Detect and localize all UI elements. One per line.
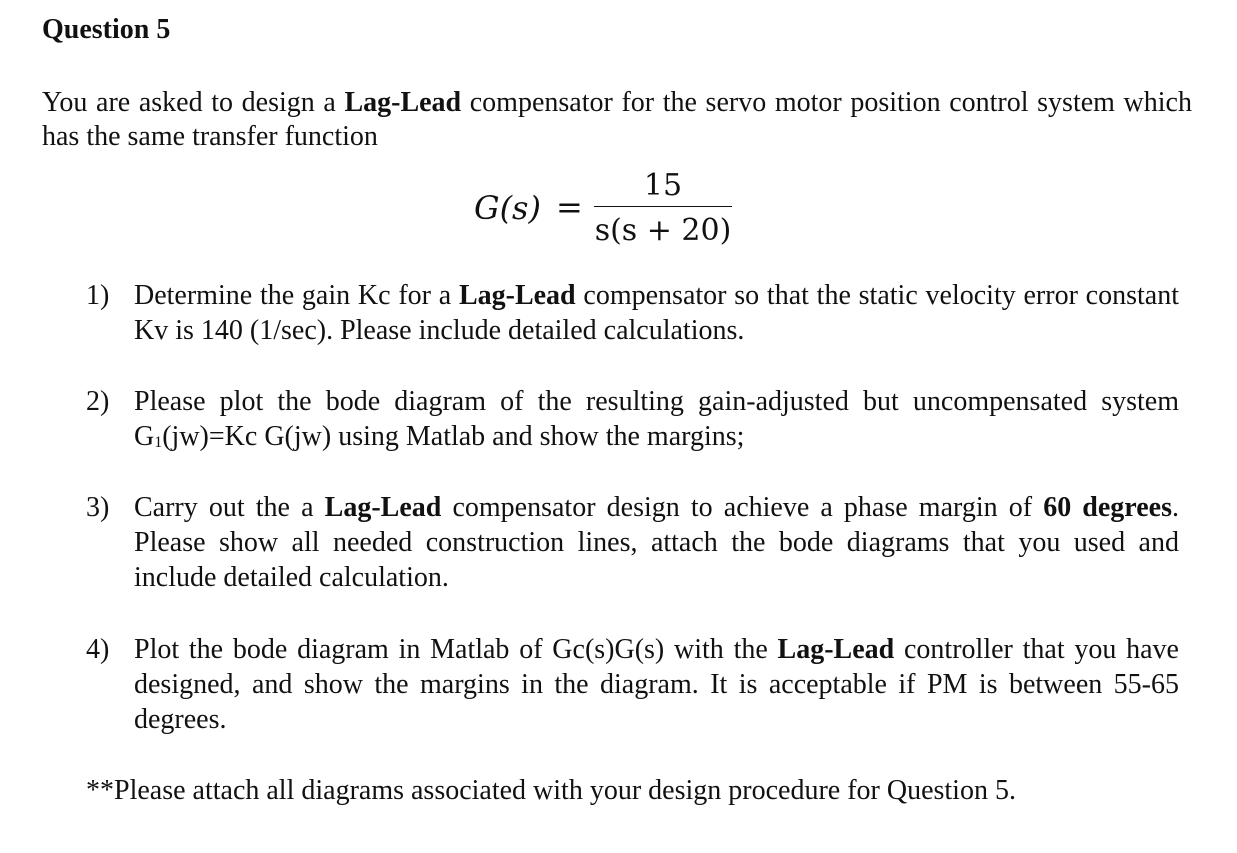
bold-text: 60 degrees bbox=[1043, 492, 1172, 523]
equation-equals-sign: = bbox=[556, 188, 583, 226]
text-segment: compensator so that the static velocity error constant Kv is 140 (1/sec). Please include detailed calculations. bbox=[134, 280, 1179, 346]
question-heading: Question 5 bbox=[42, 14, 171, 45]
bold-text: Lag-Lead bbox=[777, 634, 895, 665]
question-number: 1) bbox=[86, 280, 110, 311]
fraction-bar bbox=[594, 206, 732, 207]
text-segment: controller that you have designed, and show the margins in the diagram. It is acceptable if PM is between 55-65 degrees. bbox=[134, 634, 1179, 735]
transfer-function-equation bbox=[474, 168, 744, 258]
equation-numerator: 15 bbox=[643, 168, 683, 203]
equation-fraction bbox=[594, 168, 732, 248]
text-segment: Plot the bode diagram in Matlab of Gc(s)G(s) with the bbox=[134, 634, 778, 665]
question-text bbox=[134, 632, 1179, 737]
equation-denominator: s(s + 20) bbox=[594, 213, 732, 248]
question-text bbox=[134, 384, 1179, 460]
intro-text-pre: You are asked to design a bbox=[42, 87, 345, 118]
question-text bbox=[134, 278, 1179, 348]
text-segment: (jw)=Kc G(jw) using Matlab and show the margins; bbox=[162, 421, 745, 452]
question-number: 3) bbox=[86, 492, 110, 523]
text-segment: Determine the gain Kc for a bbox=[134, 280, 459, 311]
intro-bold-term: Lag-Lead bbox=[344, 87, 462, 118]
intro-text-post: compensator for the servo motor position control system which has the same transfer function bbox=[42, 87, 1192, 152]
bold-text: Lag-Lead bbox=[324, 492, 442, 523]
footer-note: **Please attach all diagrams associated with your design procedure for Question 5. bbox=[86, 775, 1016, 806]
text-segment: compensator design to achieve a phase margin of bbox=[441, 492, 1044, 523]
bold-text: Lag-Lead bbox=[458, 280, 576, 311]
question-text bbox=[134, 490, 1179, 595]
question-number: 2) bbox=[86, 386, 110, 417]
text-segment: . Please show all needed construction lines, attach the bode diagrams that you used and include detailed calculation. bbox=[134, 492, 1179, 593]
question-number: 4) bbox=[86, 634, 110, 665]
subscript-text: 1 bbox=[154, 434, 163, 451]
intro-paragraph bbox=[42, 86, 1192, 154]
text-segment: Please plot the bode diagram of the resulting gain-adjusted but uncompensated system G bbox=[134, 386, 1179, 452]
equation-lhs: G(s) bbox=[474, 189, 541, 227]
text-segment: Carry out the a bbox=[134, 492, 325, 523]
